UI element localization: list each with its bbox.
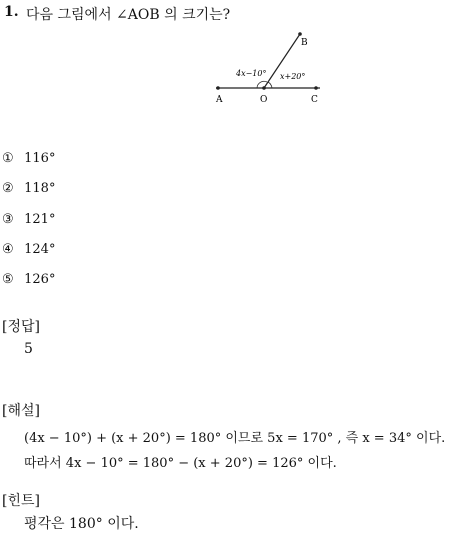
label-c: C	[311, 95, 318, 105]
choice-5[interactable]	[2, 272, 55, 287]
choice-4-mark: ④	[2, 242, 14, 257]
hint-text: 평각은 180° 이다.	[24, 516, 139, 532]
choice-4[interactable]	[2, 242, 55, 257]
angle-arc-right	[268, 82, 272, 88]
point-c	[314, 86, 318, 90]
label-b: B	[301, 38, 308, 48]
choice-3[interactable]	[2, 212, 55, 227]
choice-2-mark: ②	[2, 181, 14, 196]
point-a	[216, 86, 220, 90]
choice-5-text: 126°	[24, 272, 56, 287]
solution-line-1: (4x − 10°) + (x + 20°) = 180° 이므로 5x = 170° , 즉 x = 34° 이다.	[24, 431, 446, 446]
question-text: 다음 그림에서 ∠AOB 의 크기는?	[26, 7, 231, 23]
choice-1[interactable]	[2, 151, 55, 166]
choice-2[interactable]	[2, 181, 55, 196]
label-a: A	[216, 95, 223, 105]
hint-heading: [힌트]	[2, 493, 40, 509]
choice-1-text: 116°	[24, 151, 56, 166]
answer-heading: [정답]	[2, 319, 40, 335]
solution-line-2: 따라서 4x − 10° = 180° − (x + 20°) = 126° 이다.	[24, 456, 337, 471]
choice-1-mark: ①	[2, 151, 14, 166]
choice-5-mark: ⑤	[2, 272, 14, 287]
question-number: 1.	[4, 4, 19, 20]
angle-figure	[200, 28, 340, 108]
angle-left-label: 4x−10°	[236, 69, 267, 78]
angle-arc-left	[257, 81, 267, 88]
choice-3-mark: ③	[2, 212, 14, 227]
solution-heading: [해설]	[2, 403, 40, 419]
choice-4-text: 124°	[24, 242, 56, 257]
choice-2-text: 118°	[24, 181, 56, 196]
choice-3-text: 121°	[24, 212, 56, 227]
answer-value: 5	[24, 341, 33, 357]
angle-right-label: x+20°	[280, 72, 306, 81]
point-b	[298, 32, 302, 36]
label-o: O	[260, 95, 268, 105]
point-o	[262, 86, 266, 90]
